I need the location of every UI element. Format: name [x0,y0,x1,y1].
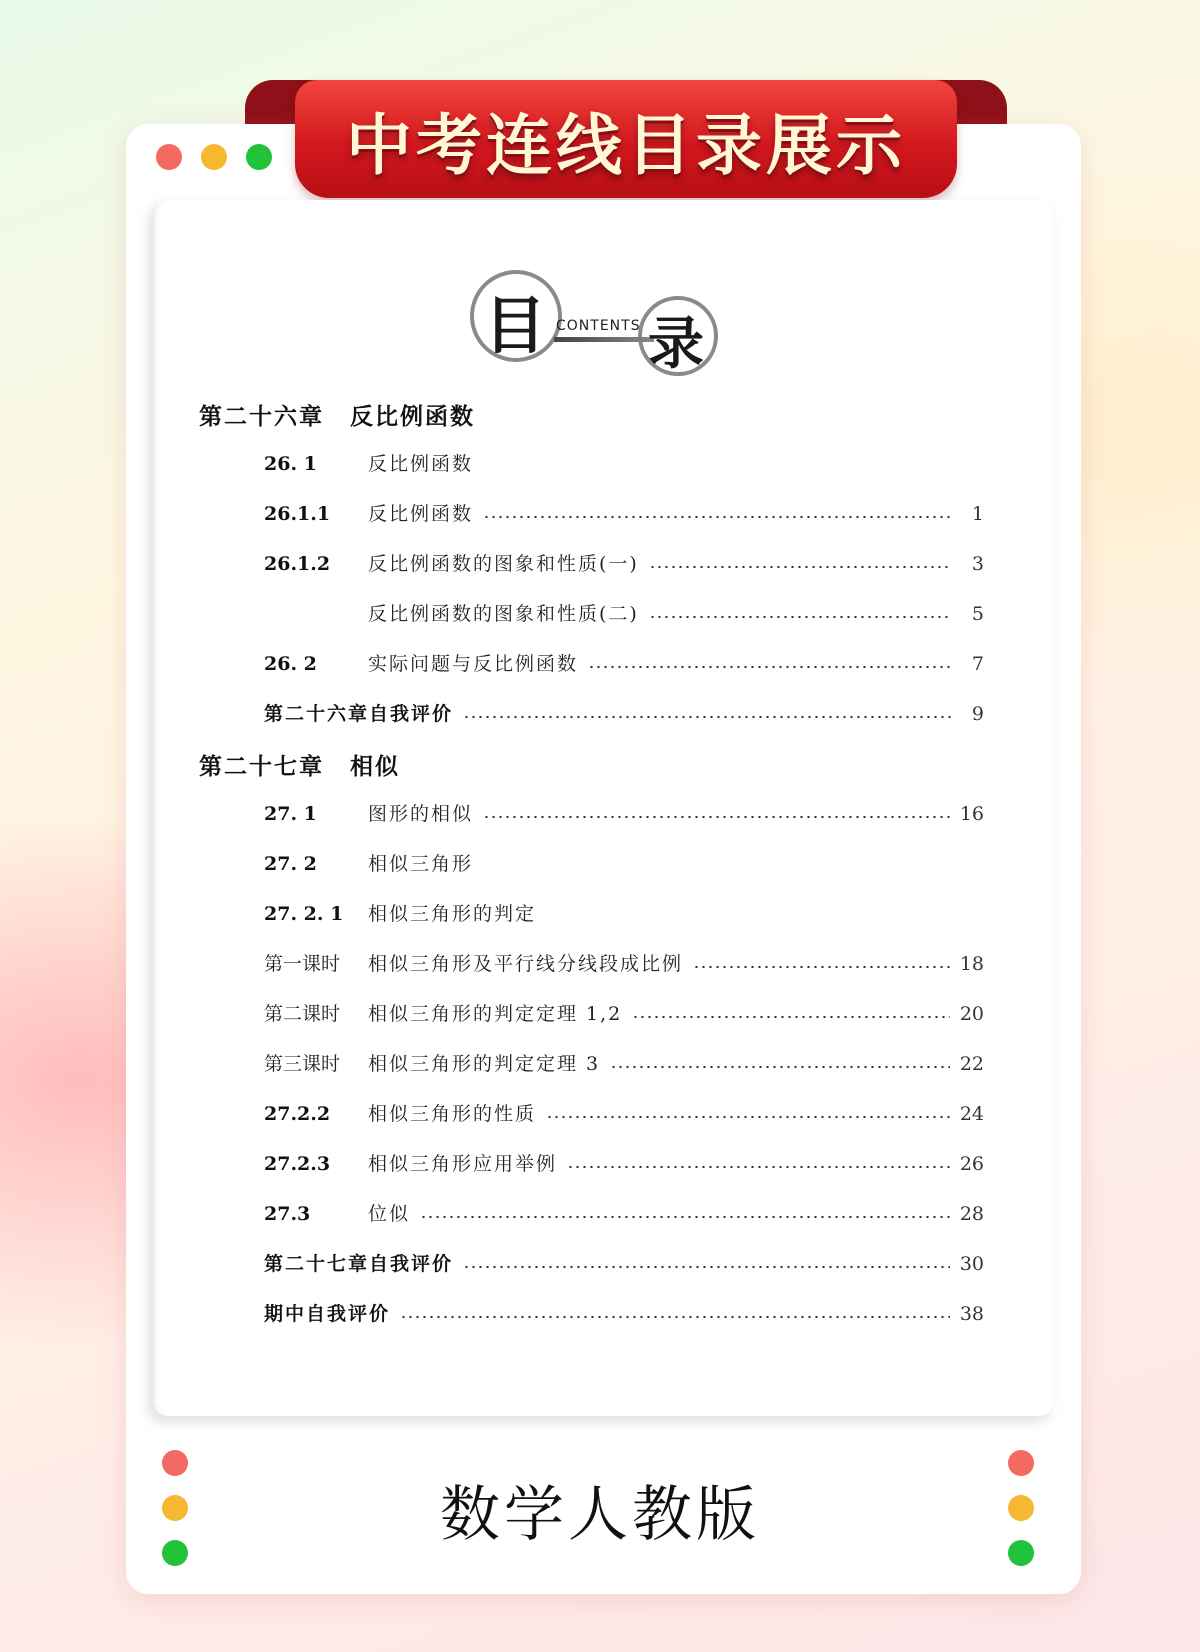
logo-char-mu: 目 [484,289,547,362]
toc-entry-review[interactable] [264,699,984,729]
dot-leader [463,715,952,719]
entry-title: 反比例函数 [368,453,474,475]
chapter-heading-26 [199,398,475,431]
entry-title: 位似 [368,1203,411,1225]
entry-number: 26.1.1 [264,503,331,525]
toc-entry[interactable] [264,949,984,979]
logo-char-lu: 录 [648,312,704,377]
entry-page: 22 [959,1053,984,1075]
entry-number: 27.2.3 [264,1153,331,1175]
entry-page: 38 [959,1303,984,1325]
entry-page: 30 [959,1253,984,1275]
dot-leader [400,1315,950,1319]
dot-leader [546,1115,950,1119]
entry-lesson: 第一课时 [264,953,341,975]
entry-number: 27. 2 [264,853,317,875]
logo-underline [554,337,654,342]
entry-title: 相似三角形应用举例 [368,1153,558,1175]
toc-entry[interactable] [264,649,984,679]
entry-page: 1 [971,503,984,525]
chapter-heading-27 [199,748,400,781]
entry-page: 18 [959,953,984,975]
footer-edition-label: 数学人教版 [440,1480,760,1550]
dot-leader [420,1215,950,1219]
entry-title: 相似三角形及平行线分线段成比例 [368,953,684,975]
toc-entry[interactable] [264,449,984,479]
entry-page: 5 [971,603,984,625]
entry-title: 相似三角形的性质 [368,1103,537,1125]
entry-page: 20 [959,1003,984,1025]
toc-entry[interactable] [264,1099,984,1129]
toc-entry-review[interactable] [264,1299,984,1329]
dot-leader [567,1165,950,1169]
entry-page: 28 [959,1203,984,1225]
toc-entry[interactable] [264,999,984,1029]
window-dot-green [246,144,272,170]
entry-title: 实际问题与反比例函数 [368,653,579,675]
dot-leader [483,515,952,519]
chapter-label: 第二十六章 [199,404,324,430]
toc-entry[interactable] [264,499,984,529]
entry-title: 相似三角形的判定定理 3 [368,1053,601,1075]
dot-leader [632,1015,950,1019]
dot-leader [588,665,952,669]
entry-title: 第二十六章自我评价 [264,703,454,725]
dot-leader [463,1265,950,1269]
entry-number: 26. 1 [264,453,317,475]
dot-leader [649,565,952,569]
entry-number: 26.1.2 [264,553,331,575]
chapter-label: 第二十七章 [199,754,324,780]
entry-title: 图形的相似 [368,803,474,825]
toc-entry-review[interactable] [264,1249,984,1279]
entry-title: 反比例函数 [368,503,474,525]
chapter-title: 反比例函数 [350,404,475,430]
entry-lesson: 第二课时 [264,1003,341,1025]
entry-number: 27.3 [264,1203,311,1225]
chapter-title: 相似 [350,754,400,780]
entry-lesson: 第三课时 [264,1053,341,1075]
toc-entry[interactable] [264,1199,984,1229]
dot-leader [610,1065,950,1069]
entry-title: 第二十七章自我评价 [264,1253,454,1275]
entry-title: 相似三角形的判定 [368,903,537,925]
entry-title: 反比例函数的图象和性质(二) [368,603,639,625]
entry-page: 3 [971,553,984,575]
entry-page: 16 [959,803,984,825]
entry-page: 26 [959,1153,984,1175]
title-banner [295,80,957,198]
window-dot-yellow [201,144,227,170]
toc-entry[interactable] [264,599,984,629]
entry-number: 27. 2. 1 [264,903,344,925]
entry-title: 相似三角形 [368,853,474,875]
entry-title: 相似三角形的判定定理 1,2 [368,1003,623,1025]
toc-entry[interactable] [264,849,984,879]
entry-title: 反比例函数的图象和性质(一) [368,553,639,575]
entry-number: 27.2.2 [264,1103,331,1125]
logo-english: CONTENTS [556,318,641,334]
toc-entry[interactable] [264,799,984,829]
entry-number: 27. 1 [264,803,317,825]
entry-page: 9 [971,703,984,725]
banner-title: 中考连线目录展示 [346,106,906,184]
entry-title: 期中自我评价 [264,1303,391,1325]
entry-page: 24 [959,1103,984,1125]
dot-leader [693,965,950,969]
toc-entry[interactable] [264,899,984,929]
contents-logo [470,270,720,380]
dot-leader [649,615,952,619]
dot-leader [483,815,950,819]
window-dot-red [156,144,182,170]
entry-number: 26. 2 [264,653,317,675]
toc-entry[interactable] [264,1149,984,1179]
toc-entry[interactable] [264,1049,984,1079]
toc-entry[interactable] [264,549,984,579]
entry-page: 7 [971,653,984,675]
